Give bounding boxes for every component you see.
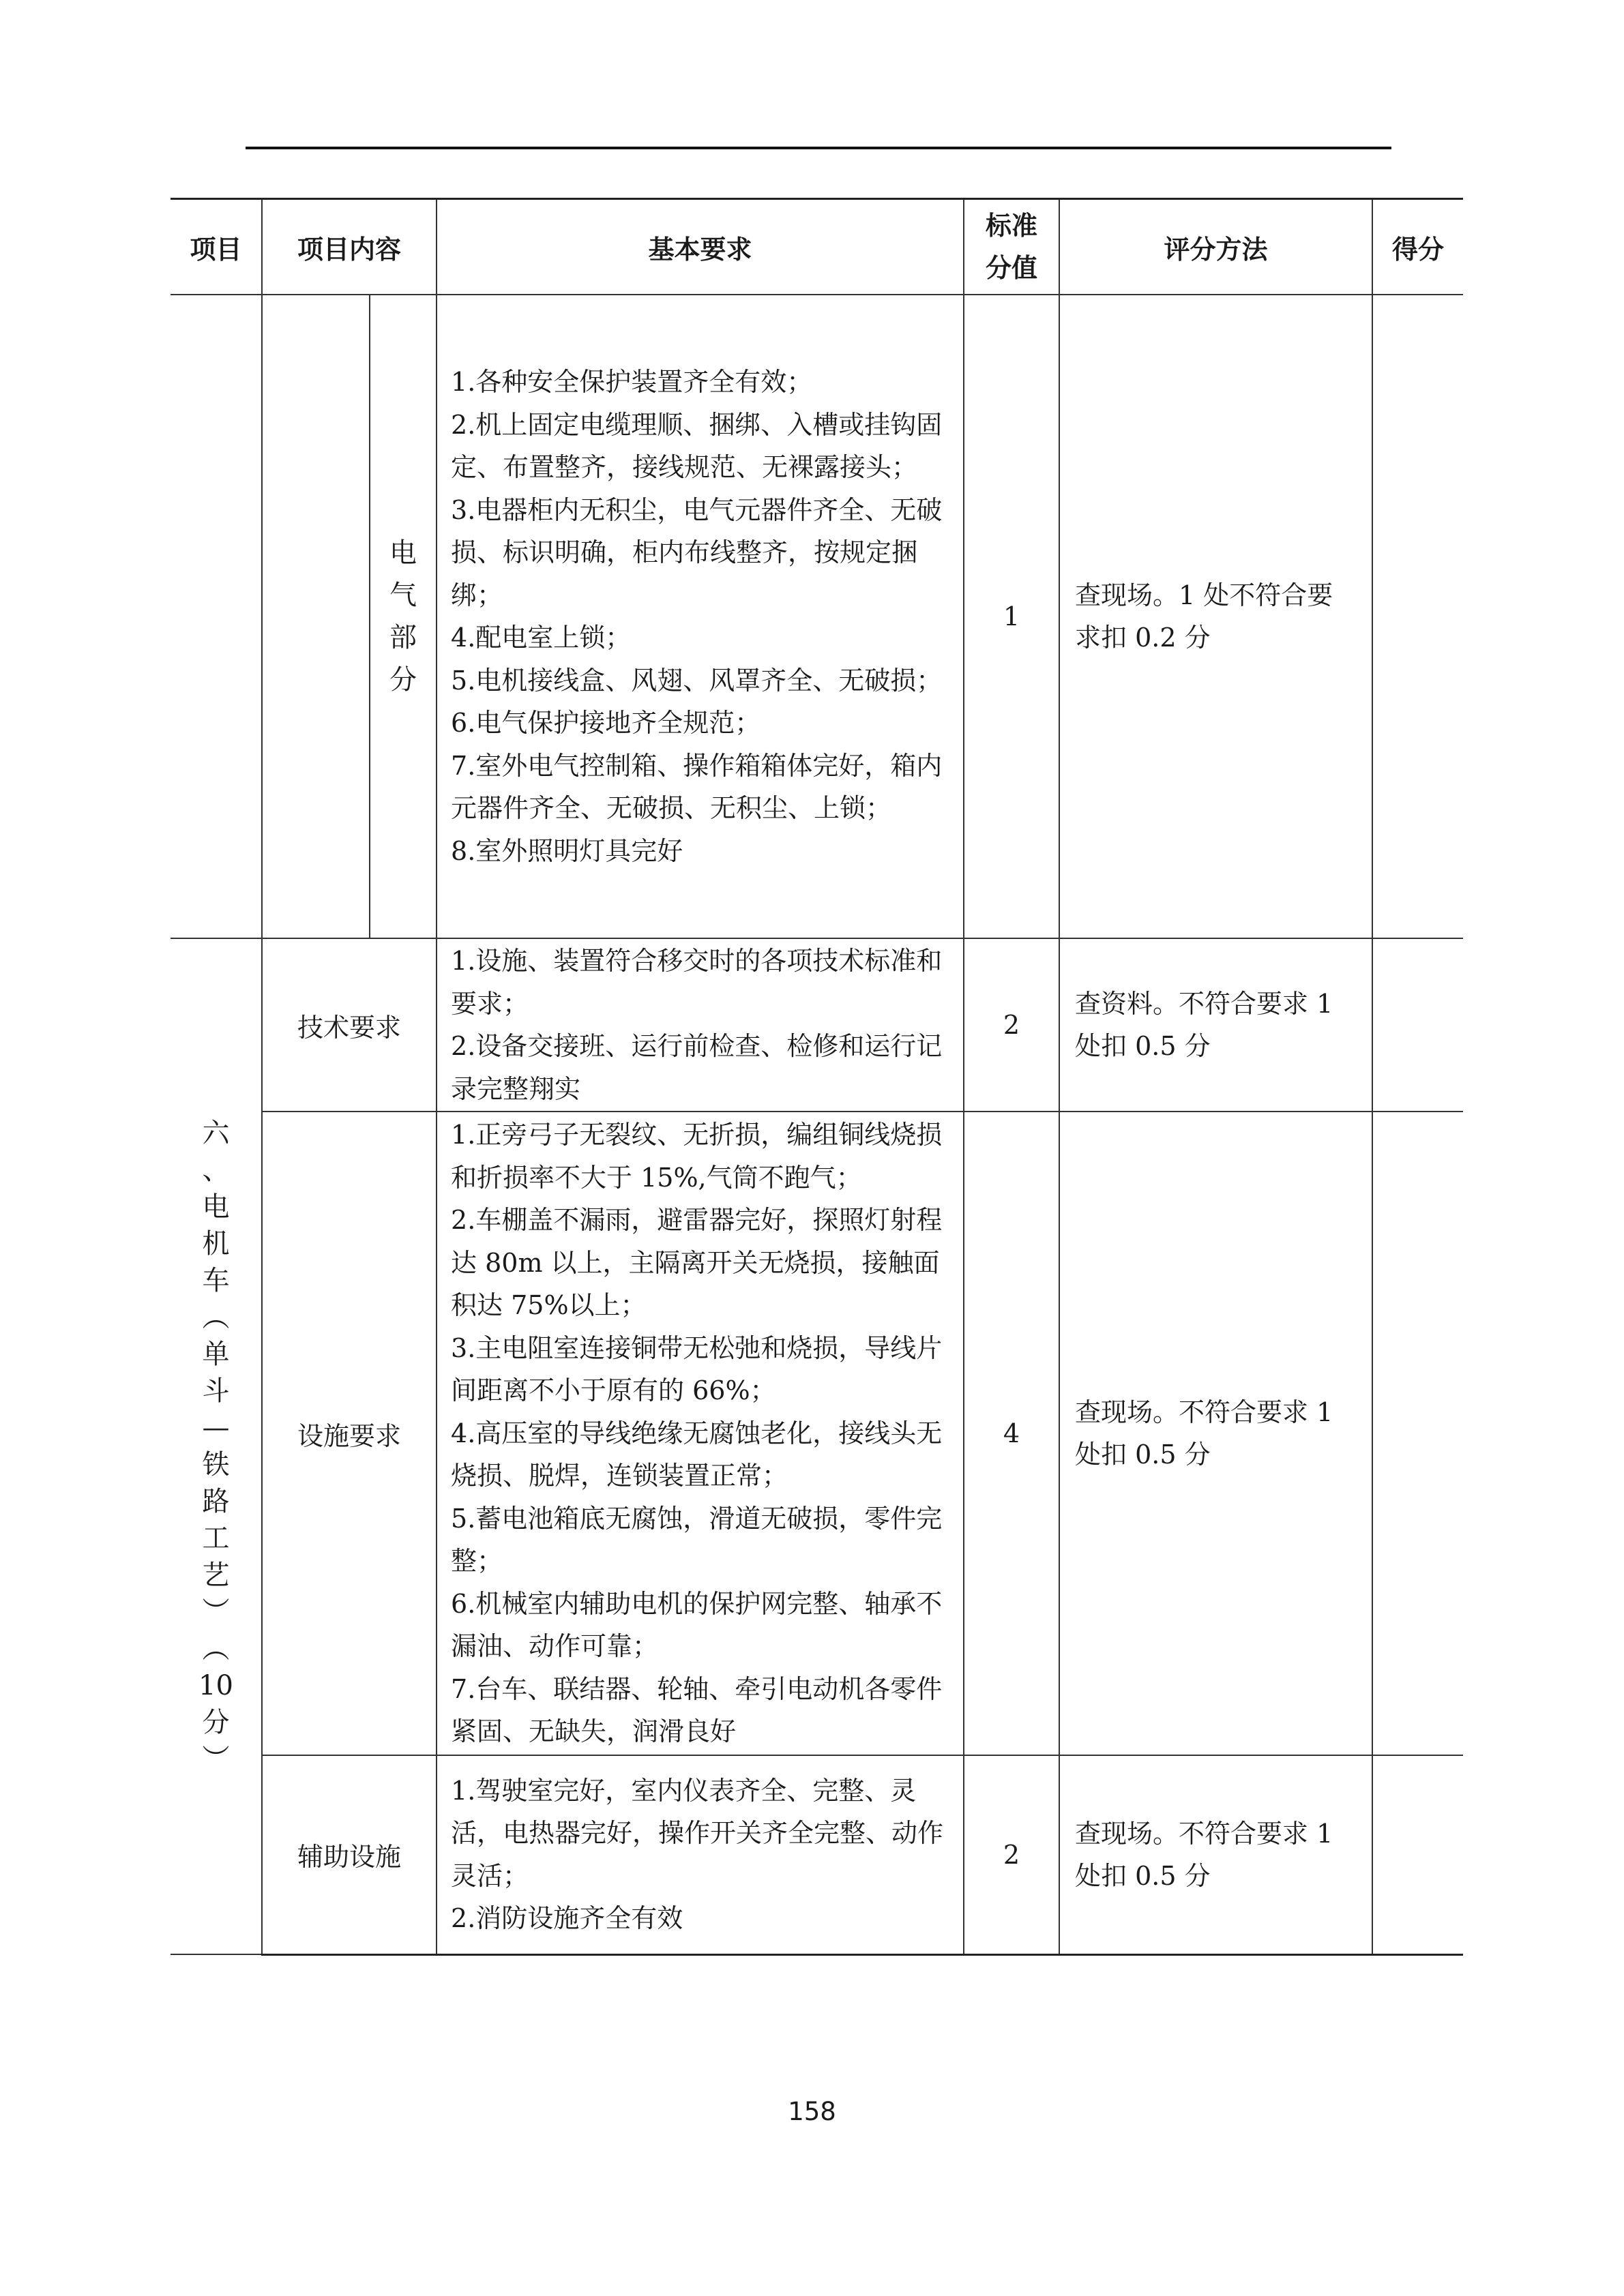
facility-item-name: 设施要求 [262,1112,437,1755]
requirement-line: 4.配电室上锁； [451,623,632,653]
table-row-auxiliary [171,1755,1463,1954]
table-row-tech [171,938,1463,1112]
requirement-line: 2.消防设施齐全有效 [451,1903,683,1934]
header-score-line1: 标准 [986,211,1038,241]
requirement-line: 8.室外照明灯具完好 [451,835,683,866]
requirement-line: 3.电器柜内无积尘，电气元器件齐全、无破损、标识明确，柜内布线整齐，按规定捆绑； [451,494,943,610]
electrical-method: 查现场。1 处不符合要求扣 0.2 分 [1059,295,1372,938]
electrical-requirements [437,295,964,938]
requirement-line: 1.设施、装置符合移交时的各项技术标准和要求； [451,946,943,1019]
table-row-facility [171,1112,1463,1755]
auxiliary-got-score [1372,1755,1463,1954]
page-number: 158 [788,2097,836,2126]
auxiliary-score: 2 [964,1755,1059,1954]
auxiliary-item-name: 辅助设施 [262,1755,437,1954]
scoring-table [171,198,1463,1956]
tech-got-score [1372,938,1463,1112]
facility-requirements [437,1112,964,1755]
content-cell-continued [262,295,370,938]
auxiliary-method: 查现场。不符合要求 1 处扣 0.5 分 [1059,1755,1372,1954]
requirement-line: 7.台车、联结器、轮轴、牵引电动机各零件紧固、无缺失，润滑良好 [451,1673,943,1747]
header-item: 项目 [171,199,262,295]
electrical-subitem: 电 气 部 分 [370,295,437,938]
requirement-line: 7.室外电气控制箱、操作箱箱体完好，箱内元器件齐全、无破损、无积尘、上锁； [451,750,943,823]
item-cell-continued [171,295,262,938]
facility-score: 4 [964,1112,1059,1755]
auxiliary-requirements [437,1755,964,1954]
header-requirements: 基本要求 [437,199,964,295]
requirement-line: 2.机上固定电缆理顺、捆绑、入槽或挂钩固定、布置整齐，接线规范、无裸露接头； [451,409,943,482]
header-score-line2: 分值 [986,253,1038,283]
tech-score: 2 [964,938,1059,1112]
electrical-score: 1 [964,295,1059,938]
requirement-line: 1.驾驶室完好，室内仪表齐全、完整、灵活，电热器完好，操作开关齐全完整、动作灵活； [451,1775,944,1891]
facility-method: 查现场。不符合要求 1 处扣 0.5 分 [1059,1112,1372,1755]
header-standard-score [964,199,1059,295]
requirement-line: 2.车棚盖不漏雨，避雷器完好，探照灯射程达 80m 以上，主隔离开关无烧损，接触面积达 75%以上； [451,1205,943,1321]
requirement-line: 6.机械室内辅助电机的保护网完整、轴承不漏油、动作可靠； [451,1588,943,1662]
table-row-electrical [171,295,1463,938]
requirement-line: 1.正旁弓子无裂纹、无折损，编组铜线烧损和折损率不大于 15%,气筒不跑气； [451,1120,943,1193]
electrical-got-score [1372,295,1463,938]
table-header-row [171,199,1463,295]
section6-title: 六 、 电 机 车 ︵ 单 斗 — 铁 路 工 艺 ︶ ︵ 10 分 ︶ [171,938,262,1954]
header-rule [246,147,1391,149]
header-content: 项目内容 [262,199,437,295]
requirement-line: 3.主电阻室连接铜带无松弛和烧损，导线片间距离不小于原有的 66%； [451,1332,943,1406]
requirement-line: 5.蓄电池箱底无腐蚀，滑道无破损，零件完整； [451,1503,943,1577]
header-method: 评分方法 [1059,199,1372,295]
facility-got-score [1372,1112,1463,1755]
requirement-line: 2.设备交接班、运行前检查、检修和运行记录完整翔实 [451,1031,943,1104]
requirement-line: 4.高压室的导线绝缘无腐蚀老化，接线头无烧损、脱焊，连锁装置正常； [451,1418,943,1491]
tech-item-name: 技术要求 [262,938,437,1112]
requirement-line: 1.各种安全保护装置齐全有效； [451,367,813,397]
header-got-score: 得分 [1372,199,1463,295]
tech-method: 查资料。不符合要求 1 处扣 0.5 分 [1059,938,1372,1112]
requirement-line: 5.电机接线盒、风翅、风罩齐全、无破损； [451,665,943,696]
tech-requirements [437,938,964,1112]
requirement-line: 6.电气保护接地齐全规范； [451,708,761,738]
